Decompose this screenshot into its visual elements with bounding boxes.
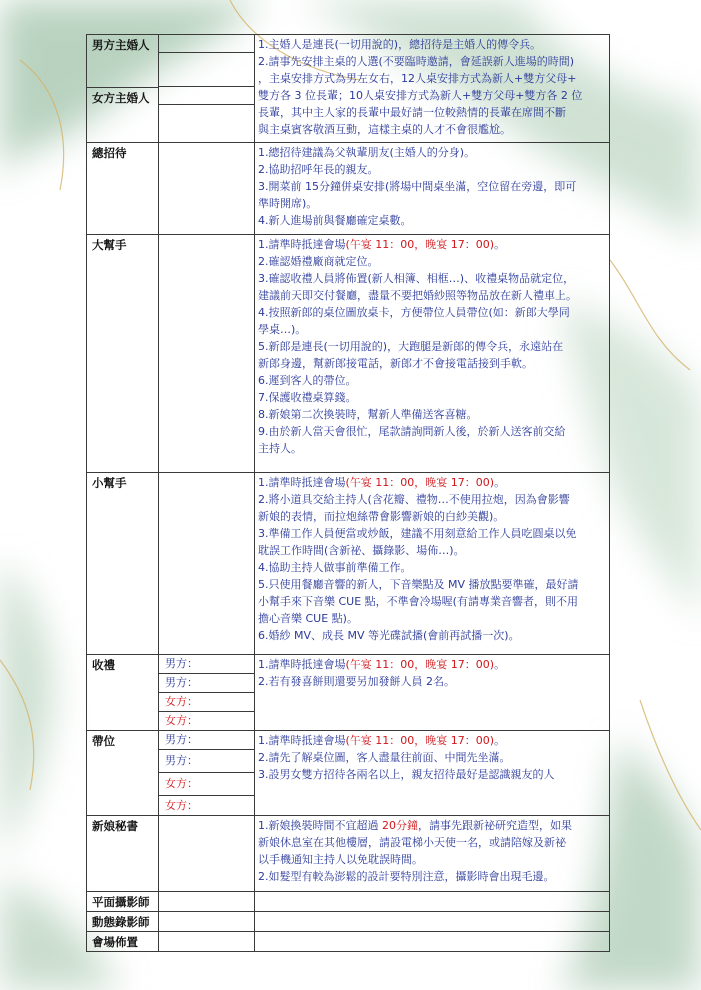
time-limit-highlight: 20分鐘 <box>382 819 418 832</box>
gift-note: 2.若有發喜餅則還要另加發餅人員 2名。 <box>258 675 455 688</box>
officiant-name-cell <box>159 35 254 53</box>
big-helper-note: 9.由於新人當天會很忙，尾款請詢問新人後，於新人送客前交給 <box>258 425 566 438</box>
officiant-note: 與主桌賓客敬酒互動，這樣主桌的人才不會很尷尬。 <box>258 123 511 136</box>
meal-time-highlight: (午宴 11：00，晚宴 17：00) <box>345 658 495 671</box>
officiant-note: 2.請事先安排主桌的人選(不要臨時邀請，會延誤新人進場的時間) <box>258 55 575 68</box>
gift-note: 1.請準時抵達會場(午宴 11：00，晚宴 17：00)。 <box>258 658 506 671</box>
usher-note: 1.請準時抵達會場(午宴 11：00，晚宴 17：00)。 <box>258 734 506 747</box>
row-host <box>87 143 610 235</box>
row-videographer <box>87 912 610 932</box>
small-helper-note: 2.將小道具交給主持人(含花瓣、禮物…不使用拉炮，因為會影響 <box>258 493 570 506</box>
row-gift <box>87 655 610 731</box>
photographer-note-cell <box>255 892 610 912</box>
row-big-helper <box>87 235 610 473</box>
row-photographer <box>87 892 610 912</box>
small-helper-note: 小幫手來下音樂 CUE 點，不準會冷場喔(有請專業音響者，則不用 <box>258 595 578 608</box>
small-helper-note: 5.只使用餐廳音響的新人，下音樂點及 MV 播放點要準確，最好請 <box>258 578 579 591</box>
usher-note: 2.請先了解桌位圖，客人盡量往前面、中間先坐滿。 <box>258 751 511 764</box>
label-decor: 會場佈置 <box>87 932 159 952</box>
small-helper-note: 耽誤工作時間(含新祕、攝錄影、場佈…)。 <box>258 544 465 557</box>
videographer-note-cell <box>255 912 610 932</box>
officiant-name-cell <box>159 87 254 105</box>
meal-time-highlight: (午宴 11：00，晚宴 17：00) <box>345 734 495 747</box>
row-stylist <box>87 816 610 892</box>
label-photographer: 平面攝影師 <box>87 892 159 912</box>
usher-note: 3.設男女雙方招待各兩名以上，親友招待最好是認識親友的人 <box>258 768 555 781</box>
usher-groom-slot: 男方： <box>159 749 254 772</box>
usher-bride-slot: 女方： <box>159 795 254 815</box>
small-helper-note: 3.準備工作人員便當或炒飯，建議不用刻意給工作人員吃圓桌以免 <box>258 527 577 540</box>
stylist-note: 1.新娘換裝時間不宜超過 20分鐘，請事先跟新祕研究造型，如果 <box>258 819 572 832</box>
label-stylist: 新娘秘書 <box>87 816 159 892</box>
label-small-helper: 小幫手 <box>87 473 159 655</box>
host-note: 2.協助招呼年長的親友。 <box>258 163 379 176</box>
big-helper-name-cell <box>159 235 255 473</box>
big-helper-note: 4.按照新郎的桌位圖放桌卡，方便帶位人員帶位(如：新郎大學同 <box>258 306 570 319</box>
big-helper-note: 6.遲到客人的帶位。 <box>258 374 357 387</box>
small-helper-note: 1.請準時抵達會場(午宴 11：00，晚宴 17：00)。 <box>258 476 506 489</box>
usher-bride-slot: 女方： <box>159 772 254 795</box>
small-helper-name-cell <box>159 473 255 655</box>
host-note: 1.總招待建議為父執輩朋友(主婚人的分身)。 <box>258 146 476 159</box>
videographer-name-cell <box>159 912 255 932</box>
big-helper-note: 學桌…)。 <box>258 323 307 336</box>
big-helper-note: 1.請準時抵達會場(午宴 11：00，晚宴 17：00)。 <box>258 238 506 251</box>
big-helper-note: 7.保護收禮桌算錢。 <box>258 391 357 404</box>
decor-note-cell <box>255 932 610 952</box>
host-note: 4.新人進場前與餐廳確定桌數。 <box>258 214 412 227</box>
usher-groom-slot: 男方： <box>165 733 198 746</box>
wedding-duty-table <box>86 34 610 952</box>
label-gift: 收禮 <box>87 655 159 731</box>
officiant-note: 1.主婚人是連長(一切用說的)，總招待是主婚人的傳令兵。 <box>258 38 542 51</box>
label-big-helper: 大幫手 <box>87 235 159 473</box>
gift-bride-slot: 女方： <box>159 711 254 730</box>
gift-groom-slot: 男方： <box>165 657 198 670</box>
meal-time-highlight: (午宴 11：00，晚宴 17：00) <box>345 238 495 251</box>
big-helper-note: 2.確認婚禮廠商就定位。 <box>258 255 379 268</box>
label-bride-officiant: 女方主婚人 <box>87 87 158 107</box>
label-host: 總招待 <box>87 143 159 235</box>
row-small-helper <box>87 473 610 655</box>
photographer-name-cell <box>159 892 255 912</box>
big-helper-note: 建議前天即交付餐廳，盡量不要把婚紗照等物品放在新人禮車上。 <box>258 289 577 302</box>
officiant-name-cell <box>159 105 254 139</box>
officiant-note: 雙方各 3 位長輩；10人桌安排方式為新人+雙方父母+雙方各 2 位 <box>258 89 583 102</box>
officiant-note: ，主桌安排方式為男左女右，12人桌安排方式為新人+雙方父母+ <box>258 72 577 85</box>
big-helper-note: 3.確認收禮人員將佈置(新人相簿、相框…)、收禮桌物品就定位， <box>258 272 575 285</box>
small-helper-note: 新娘的表情，而拉炮絲帶會影響新娘的白紗美觀)。 <box>258 510 505 523</box>
big-helper-note: 主持人。 <box>258 442 302 455</box>
label-usher: 帶位 <box>87 731 159 816</box>
small-helper-note: 擔心音樂 CUE 點)。 <box>258 612 358 625</box>
big-helper-note: 新郎身邊，幫新郎接電話，新郎才不會接電話接到手軟。 <box>258 357 533 370</box>
host-note: 準時開席)。 <box>258 197 318 210</box>
small-helper-note: 6.婚紗 MV、成長 MV 等光碟試播(會前再試播一次)。 <box>258 629 520 642</box>
officiant-name-cell <box>159 53 254 87</box>
gift-bride-slot: 女方： <box>159 692 254 711</box>
stylist-note: 2.如髮型有較為澎鬆的設計要特別注意，攝影時會出現毛邊。 <box>258 870 555 883</box>
host-name-cell <box>159 143 255 235</box>
small-helper-note: 4.協助主持人做事前準備工作。 <box>258 561 412 574</box>
big-helper-note: 8.新娘第二次換裝時，幫新人準備送客喜糖。 <box>258 408 478 421</box>
label-videographer: 動態錄影師 <box>87 912 159 932</box>
meal-time-highlight: (午宴 11：00，晚宴 17：00) <box>345 476 495 489</box>
host-note: 3.開菜前 15分鐘併桌安排(將場中間桌坐滿，空位留在旁邊，即可 <box>258 180 577 193</box>
row-usher <box>87 731 610 816</box>
stylist-name-cell <box>159 816 255 892</box>
stylist-note: 新娘休息室在其他樓層，請設電梯小天使一名，或請陪嫁及新祕 <box>258 836 566 849</box>
officiant-note: 長輩，其中主人家的長輩中最好請一位較熱情的長輩在席間不斷 <box>258 106 566 119</box>
label-groom-officiant: 男方主婚人 <box>92 38 150 52</box>
big-helper-note: 5.新郎是連長(一切用說的)，大跑腿是新郎的傳令兵，永遠站在 <box>258 340 564 353</box>
stylist-note: 以手機通知主持人以免耽誤時間。 <box>258 853 423 866</box>
decor-name-cell <box>159 932 255 952</box>
gift-groom-slot: 男方： <box>159 673 254 692</box>
row-decor <box>87 932 610 952</box>
row-officiant <box>87 35 610 143</box>
